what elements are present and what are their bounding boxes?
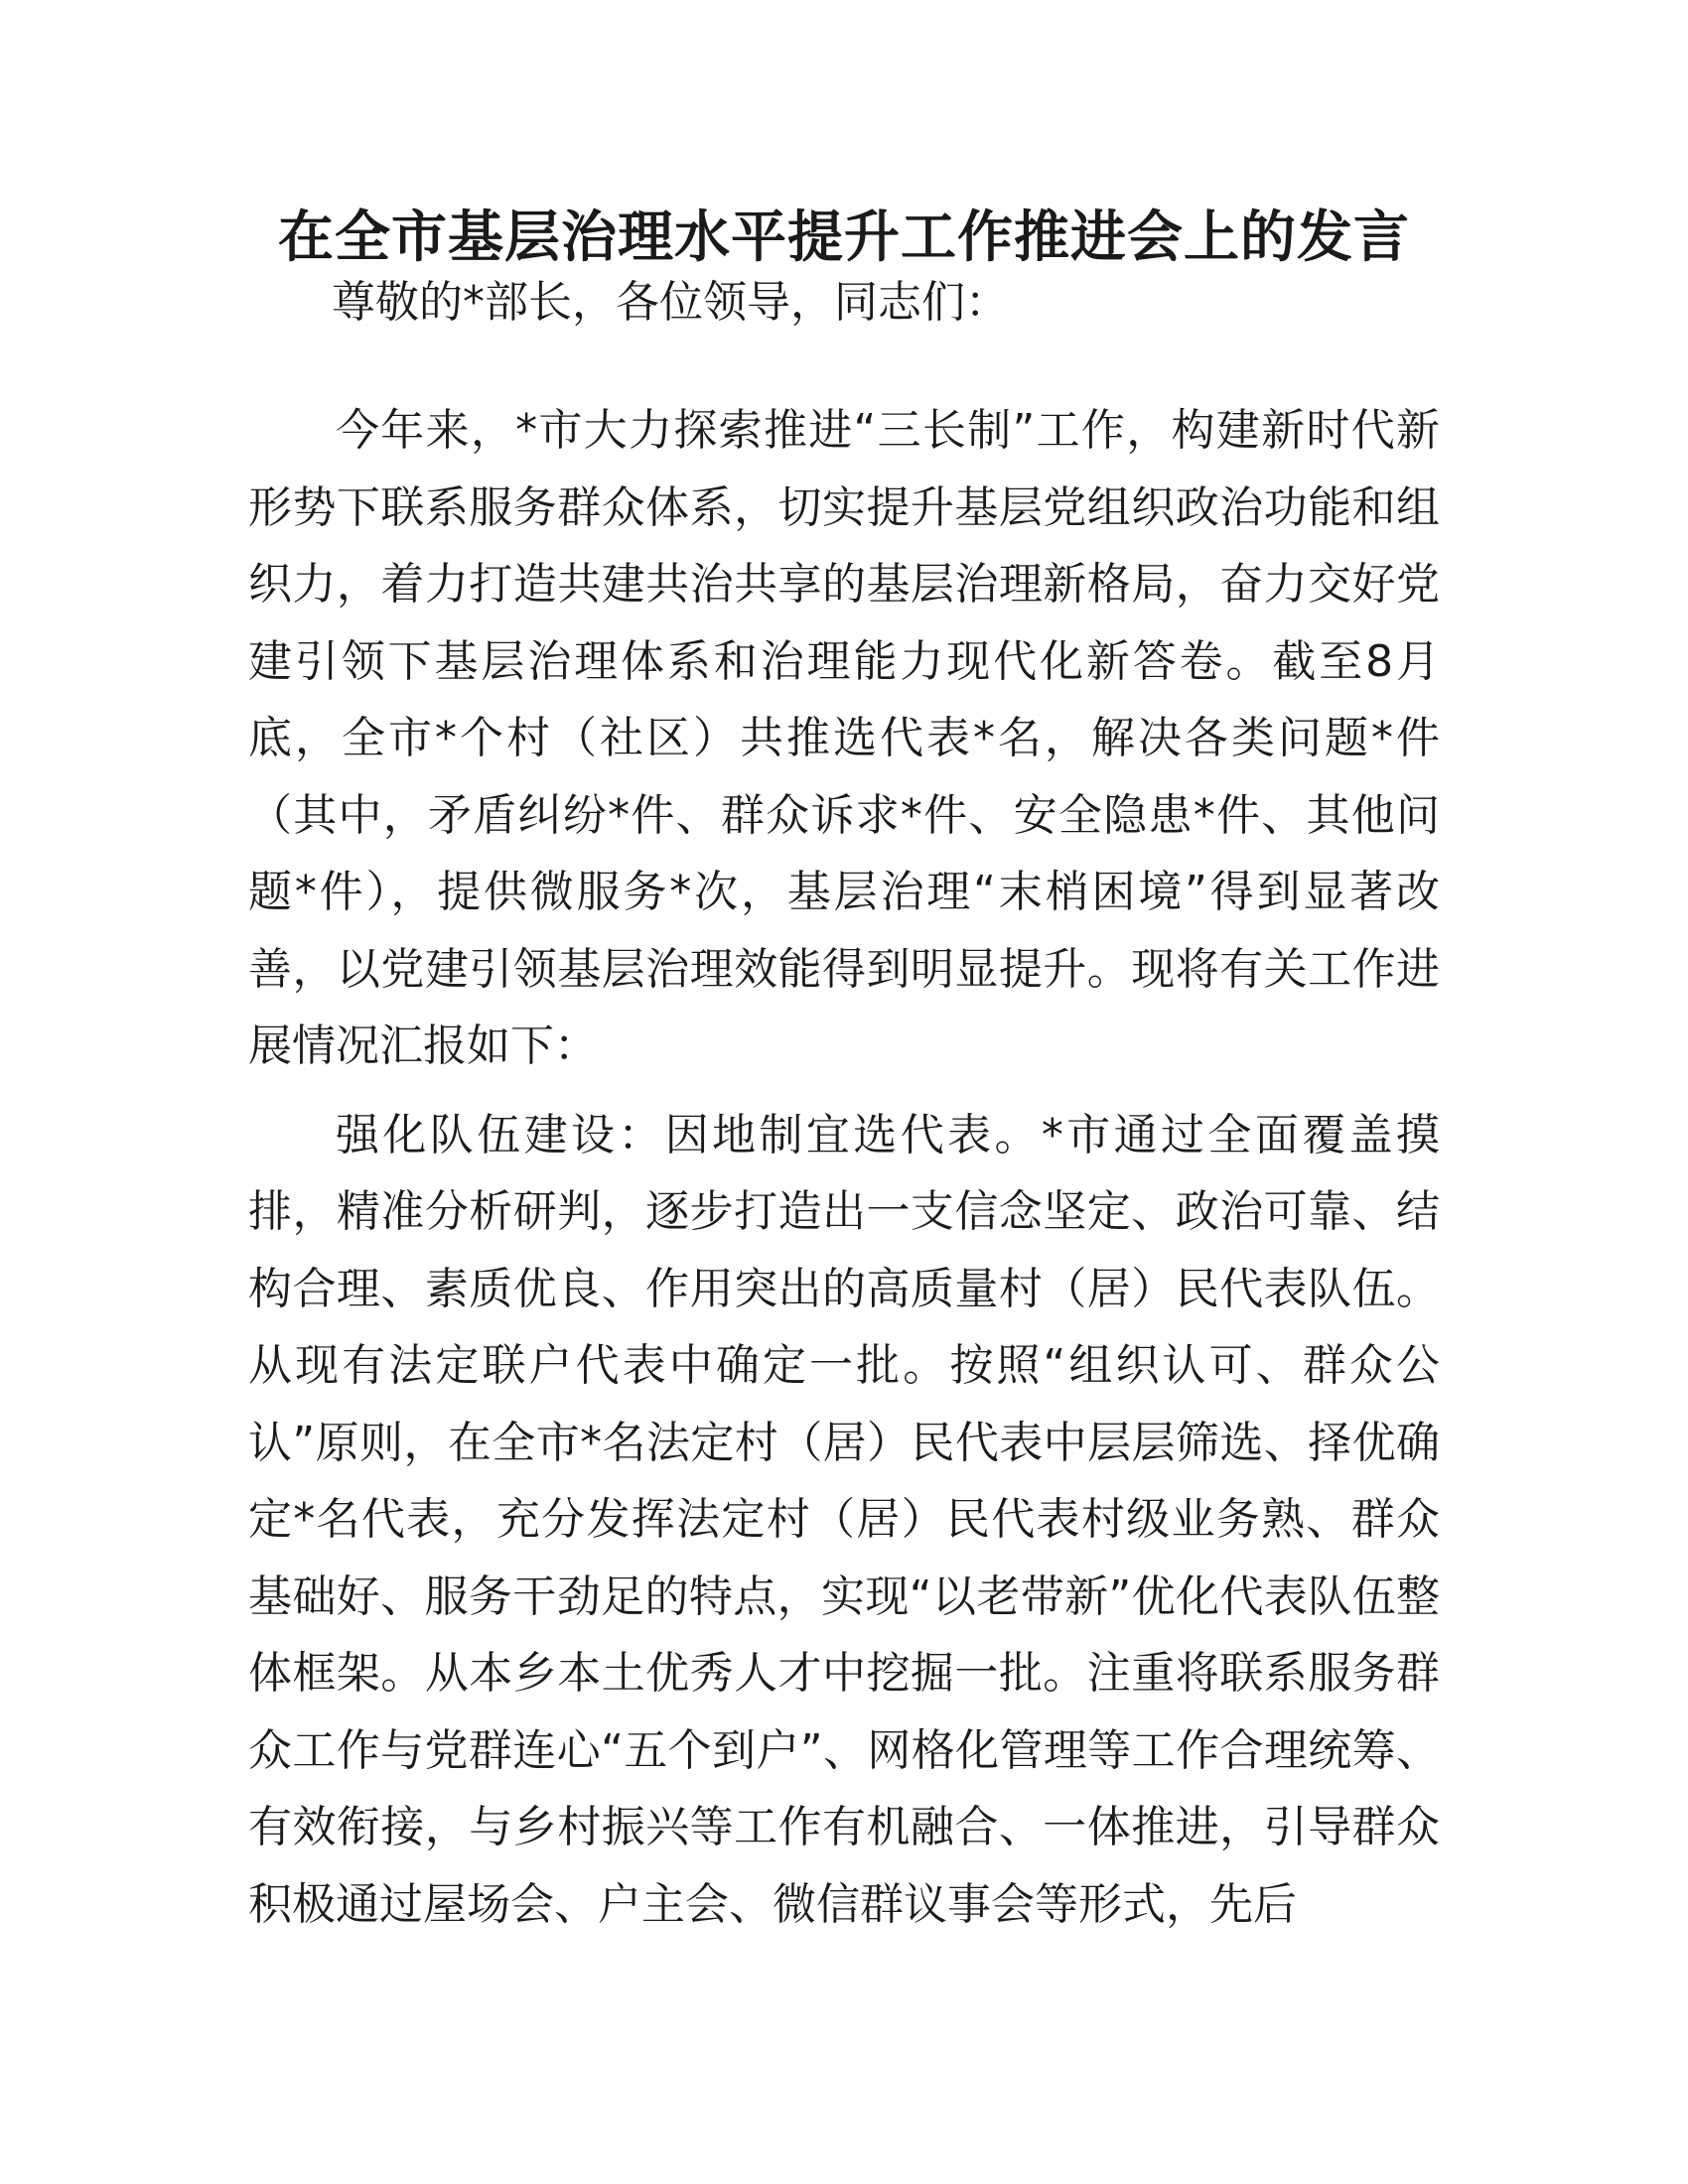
- document-body: [248, 392, 1440, 1943]
- document-title: 在全市基层治理水平提升工作推进会上的发言: [278, 205, 1410, 270]
- salutation: 尊敬的*部长，各位领导，同志们：: [332, 277, 1009, 328]
- paragraph-intro: 今年来，*市大力探索推进“三长制”工作，构建新时代新形势下联系服务群众体系，切实提升基层党组织政治功能和组织力，着力打造共建共治共享的基层治理新格局，奋力交好党建引领下基层治理体系和治理能力现代化新答卷。截至8月底，全市*个村（社区）共推选代表*名，解决各类问题*件（其中，矛盾纠纷*件、群众诉求*件、安全隐患*件、其他问题*件），提供微服务*次，基层治理“末梢困境”得到显著改善，以党建引领基层治理效能得到明显提升。现将有关工作进展情况汇报如下：: [248, 405, 1440, 1071]
- paragraph-team-building: 强化队伍建设：因地制宜选代表。*市通过全面覆盖摸排，精准分析研判，逐步打造出一支信念坚定、政治可靠、结构合理、素质优良、作用突出的高质量村（居）民代表队伍。从现有法定联户代表中确定一批。按照“组织认可、群众公认”原则，在全市*名法定村（居）民代表中层层筛选、择优确定*名代表，充分发挥法定村（居）民代表村级业务熟、群众基础好、服务干劲足的特点，实现“以老带新”优化代表队伍整体框架。从本乡本土优秀人才中挖掘一批。注重将联系服务群众工作与党群连心“五个到户”、网格化管理等工作合理统筹、有效衔接，与乡村振兴等工作有机融合、一体推进，引导群众积极通过屋场会、户主会、微信群议事会等形式，先后: [248, 1109, 1440, 1930]
